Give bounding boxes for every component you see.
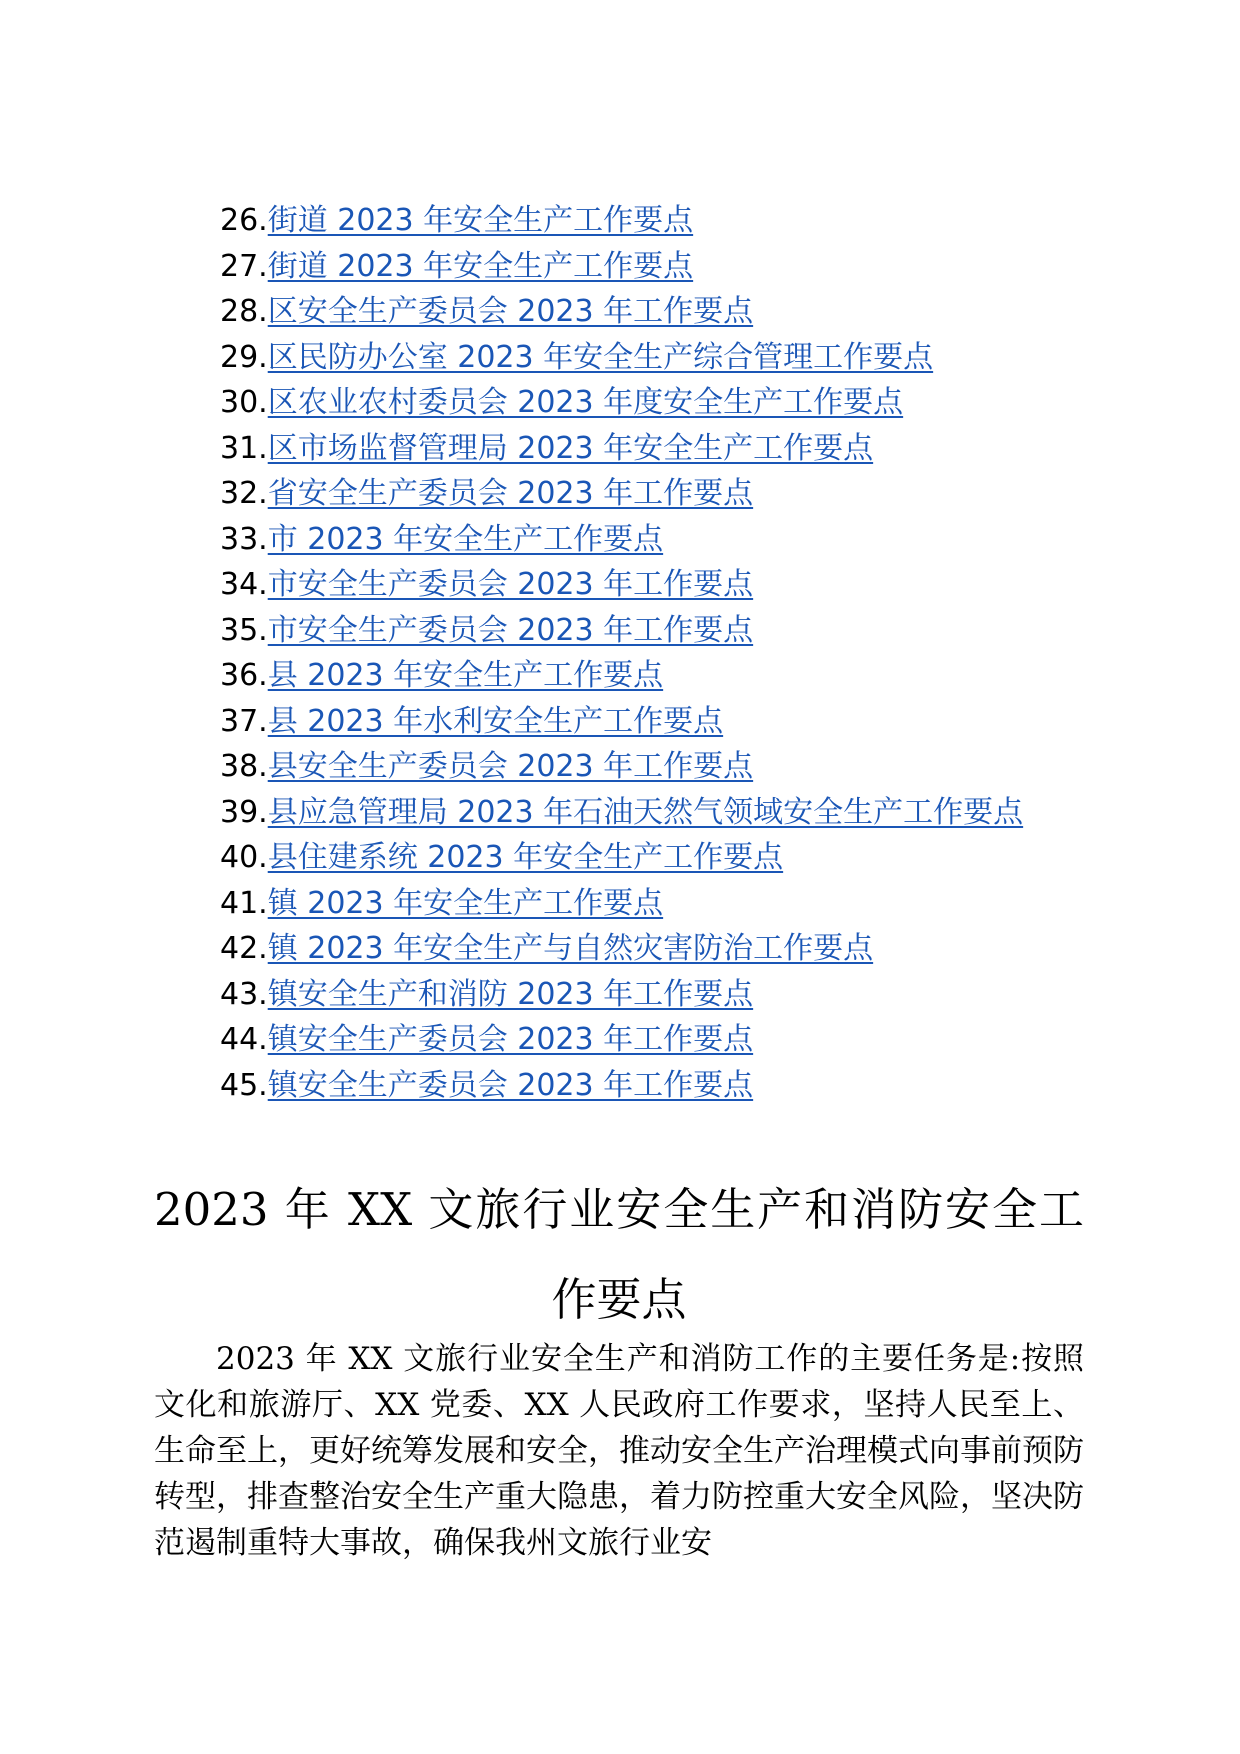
toc-item-link[interactable]: 县住建系统 2023 年安全生产工作要点	[267, 840, 784, 875]
toc-item	[154, 198, 1084, 244]
toc-item-number: 32.	[220, 476, 268, 511]
toc-item	[154, 790, 1084, 836]
toc-item-link[interactable]: 县应急管理局 2023 年石油天然气领域安全生产工作要点	[267, 794, 1024, 830]
toc-item-number: 41.	[220, 885, 268, 921]
toc-item-number: 28.	[220, 294, 268, 329]
toc-item-number: 44.	[220, 1022, 268, 1057]
toc-item-link[interactable]: 市 2023 年安全生产工作要点	[267, 521, 664, 557]
toc-item-link[interactable]: 县 2023 年水利安全生产工作要点	[267, 703, 724, 739]
toc-item-number: 37.	[220, 703, 268, 739]
toc-item-link[interactable]: 镇安全生产委员会 2023 年工作要点	[267, 1022, 754, 1057]
toc-item	[154, 380, 1084, 426]
toc-item	[154, 926, 1084, 972]
toc-item-number: 35.	[220, 612, 268, 648]
toc-item	[154, 562, 1084, 608]
toc-item-number: 39.	[220, 794, 268, 830]
toc-item-number: 27.	[220, 248, 268, 284]
toc-item-link[interactable]: 镇安全生产委员会 2023 年工作要点	[267, 1067, 754, 1103]
toc-item-link[interactable]: 街道 2023 年安全生产工作要点	[267, 203, 694, 238]
toc-item-link[interactable]: 镇 2023 年安全生产工作要点	[267, 885, 664, 921]
table-of-contents	[154, 198, 1084, 1108]
toc-item-link[interactable]: 市安全生产委员会 2023 年工作要点	[267, 567, 754, 602]
toc-item	[154, 1063, 1084, 1109]
toc-item-link[interactable]: 县 2023 年安全生产工作要点	[267, 658, 664, 693]
toc-item-number: 26.	[220, 203, 268, 238]
toc-item-link[interactable]: 市安全生产委员会 2023 年工作要点	[267, 612, 754, 648]
toc-item-number: 29.	[220, 339, 268, 375]
toc-item-link[interactable]: 街道 2023 年安全生产工作要点	[267, 248, 694, 284]
toc-item-link[interactable]: 区安全生产委员会 2023 年工作要点	[267, 294, 754, 329]
toc-item	[154, 244, 1084, 290]
toc-item-number: 31.	[220, 430, 268, 466]
toc-item	[154, 1017, 1084, 1063]
toc-item	[154, 972, 1084, 1018]
toc-item-number: 34.	[220, 567, 268, 602]
toc-item-link[interactable]: 县安全生产委员会 2023 年工作要点	[267, 749, 754, 784]
toc-item-link[interactable]: 区民防办公室 2023 年安全生产综合管理工作要点	[267, 339, 934, 375]
intro-paragraph: 2023 年 XX 文旅行业安全生产和消防工作的主要任务是:按照文化和旅游厅、XX 党委、XX 人民政府工作要求，坚持人民至上、生命至上，更好统筹发展和安全，推动安全生产治理模式向事前预防转型，排查整治安全生产重大隐患，着力防控重大安全风险，坚决防范遏制重特大事故，确保我州文旅行业安	[154, 1341, 1084, 1561]
toc-item-number: 40.	[220, 840, 268, 875]
toc-item	[154, 744, 1084, 790]
toc-item-number: 45.	[220, 1067, 268, 1103]
toc-item-number: 43.	[220, 976, 268, 1012]
document-title: 2023 年 XX 文旅行业安全生产和消防安全工作要点	[154, 1183, 1084, 1326]
toc-item	[154, 335, 1084, 381]
toc-item-number: 33.	[220, 521, 268, 557]
toc-item	[154, 653, 1084, 699]
toc-item-number: 42.	[220, 931, 268, 966]
toc-item-link[interactable]: 省安全生产委员会 2023 年工作要点	[267, 476, 754, 511]
toc-item-number: 30.	[220, 385, 268, 420]
toc-item	[154, 881, 1084, 927]
toc-item-link[interactable]: 镇 2023 年安全生产与自然灾害防治工作要点	[267, 931, 874, 966]
toc-item	[154, 517, 1084, 563]
toc-item-link[interactable]: 镇安全生产和消防 2023 年工作要点	[267, 976, 754, 1012]
toc-item	[154, 289, 1084, 335]
toc-item	[154, 426, 1084, 472]
toc-item	[154, 699, 1084, 745]
toc-item-number: 38.	[220, 749, 268, 784]
toc-item-link[interactable]: 区农业农村委员会 2023 年度安全生产工作要点	[267, 385, 904, 420]
toc-item-number: 36.	[220, 658, 268, 693]
toc-item	[154, 471, 1084, 517]
toc-item	[154, 835, 1084, 881]
toc-item	[154, 608, 1084, 654]
toc-item-link[interactable]: 区市场监督管理局 2023 年安全生产工作要点	[267, 430, 874, 466]
